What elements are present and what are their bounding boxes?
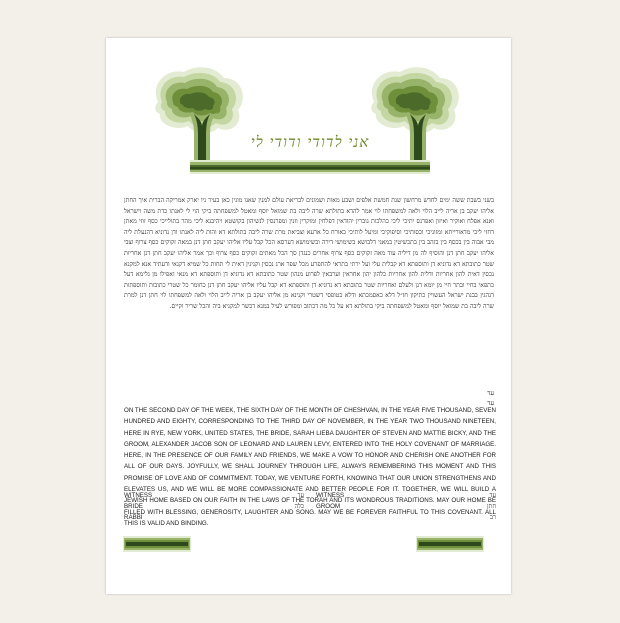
signature-cell-left xyxy=(124,514,304,521)
signature-cell-right xyxy=(316,514,496,521)
signature-row xyxy=(124,512,496,523)
bottom-right-bar-papercut xyxy=(416,536,484,552)
signature-block xyxy=(124,490,496,523)
signature-row xyxy=(124,501,496,512)
motto-hebrew: אני לדודי ודודי לי xyxy=(250,133,370,151)
top-branch-papercut xyxy=(190,160,430,174)
hebrew-signature-line xyxy=(124,389,494,399)
signature-hebrew-label: עד xyxy=(489,492,496,499)
signature-row xyxy=(124,490,496,501)
signature-cell-right xyxy=(316,503,496,510)
signature-label: WITNESS xyxy=(124,492,153,499)
hebrew-text: בשני בשבת ששה ימים לחדש מרחשון שנת חמשת אלפים ושבע מאות ושמונים לבריאת עולם למנין שאנו מונין כאן בעיר ניו יארק אמריקה הברית איך החתן אליהו יעקב בן אריה לייב הלוי ולאה למשפחתו לוי אמר להדא בתולתא שרה ליבה בת שמואל יוסף ומאטל למשפחתה ביקי הוי לי לאנתו כדת משה וישראל ואנא אפלח ואוקיר ואיזון ואפרנס יתיכי ליכי כהלכות גוברין יהודאין דפלחין ומוקרין וזנין ומפרנסין לנשיהון בקושטא ויהיבנא ליכי מהר בתולייכי כסף זוזי מאתן דחזי ליכי מדאורייתא ומזוניכי וכסותיכי וסיפוקיכי ומיעל לותיכי כאורח כל ארעא וצביאת מרת שרה ליבה בתולתא דא והות ליה לאנתו ודן נדוניא דהנעלת ליה מבי אבוה בין בכסף בין בזהב בין בתכשיטין במאני דלבושא בשימושי דירה ובשימושא דערסא הכל קבל עליו אליהו יעקב חתן דנן במאה זקוקים כסף צרוף וצבי אליהו יעקב חתן דנן והוסיף לה מן דיליה עוד מאה זקוקים כסף צרוף אחרים כנגדן סך הכל מאתים זקוקים כסף צרוף וכך אמר אליהו יעקב חתן דנן אחריות שטר כתובתא דא נדוניא דן ותוספתא דא קבלית עלי ועל ירתי בתראי להתפרע מכל שפר ארג נכסין וקנינין דאית לי תחות כל שמיא דקנאי ודעתיד אנא למקנא נכסין דאית להון אחריות ודלית להון אחריות כלהון יהון אחראין וערבאין לפרוע מנהון שטר כתובתא דא נדוניא דן ותוספתא דא מנאי ואפילו מן גלימא דעל כתפאי בחיי ובתר חיי מן יומא דנן ולעלם ואחריות שטר כתובתא דא נדוניא דן ותוספתא דא קבל עליו אליהו יעקב חתן דנן כחומר כל שטרי כתובות ותוספתות דנהגין בבנת ישראל העשויין כתיקון חז״ל דלא כאסמכתא ודלא כטופסי דשטרי וקנינא מן אליהו יעקב בן אריה לייב הלוי ולאה למשפחתו לוי חתן דנן למרת שרה ליבה בת שמואל יוסף ומאטל למשפחתה ביקי בתולתא דא על כל מה דכתוב ומפורש לעיל במנא דכשר למקניא ביה והכל שריר וקיים. xyxy=(124,197,494,310)
signature-label: GROOM xyxy=(316,503,341,510)
signature-label: WITNESS xyxy=(316,492,345,499)
signature-label: RABBI xyxy=(124,514,143,521)
signature-label: BRIDE xyxy=(124,503,143,510)
signature-cell-right xyxy=(316,492,496,499)
signature-cell-left xyxy=(124,492,304,499)
signature-hebrew-label: עד xyxy=(297,492,304,499)
hebrew-witness-label: עד xyxy=(487,389,494,397)
right-tree-papercut xyxy=(368,62,463,172)
bottom-left-bar-papercut xyxy=(123,536,191,552)
signature-cell-left xyxy=(124,503,304,510)
english-text: ON THE SECOND DAY OF THE WEEK, THE SIXTH DAY OF THE MONTH OF CHESHVAN, IN THE YEAR FIVE THOUSAND, SEVEN HUNDRED AND EIGHTY, CORRESPONDING TO THE THIRD DAY OF NOVEMBER, IN THE YEAR TWO THOUSAND NINETEEN, HERE IN RYE, NEW YORK, UNITED STATES, THE BRIDE, SARAH LIEBA DAUGHTER OF STEVEN AND MATTIE BICKY, AND THE GROOM, ALEXANDER JACOB SON OF LEONARD AND LAUREN LEVY, ENTERED INTO THE HOLY COVENANT OF MARRIAGE. HERE, IN THE PRESENCE OF OUR FAMILY AND FRIENDS, WE MAKE A VOW TO HONOR AND CHERISH ONE ANOTHER FOR ALL OF OUR DAYS. JOYFULLY, WE SHALL JOURNEY THROUGH LIFE, ALWAYS REMEMBERING THIS MOMENT AND THIS PROMISE OF LOVE AND OF COMMITMENT. TODAY, WE VENTURE FORTH, KNOWING THAT OUR UNION STRENGTHENS AND ELEVATES US, AND WE WILL BE MORE COMPASSIONATE AND BETTER PEOPLE FOR IT. TOGETHER, WE WILL BUILD A JEWISH HOME BASED ON OUR FAITH IN THE LAWS OF THE TORAH AND ITS WONDROUS TRADITIONS. MAY OUR HOME BE FILLED WITH BLESSING, GENEROSITY, LAUGHTER AND SONG. MAY WE BE FOREVER FAITHFUL TO THIS COVENANT. ALL THIS IS VALID AND BINDING. xyxy=(124,407,496,527)
hebrew-witness-label: עד xyxy=(487,399,494,407)
left-tree-papercut xyxy=(152,62,247,172)
signature-hebrew-label: רב xyxy=(489,514,496,521)
signature-hebrew-label: כלה xyxy=(294,503,304,510)
signature-hebrew-label: חתן xyxy=(486,503,496,510)
